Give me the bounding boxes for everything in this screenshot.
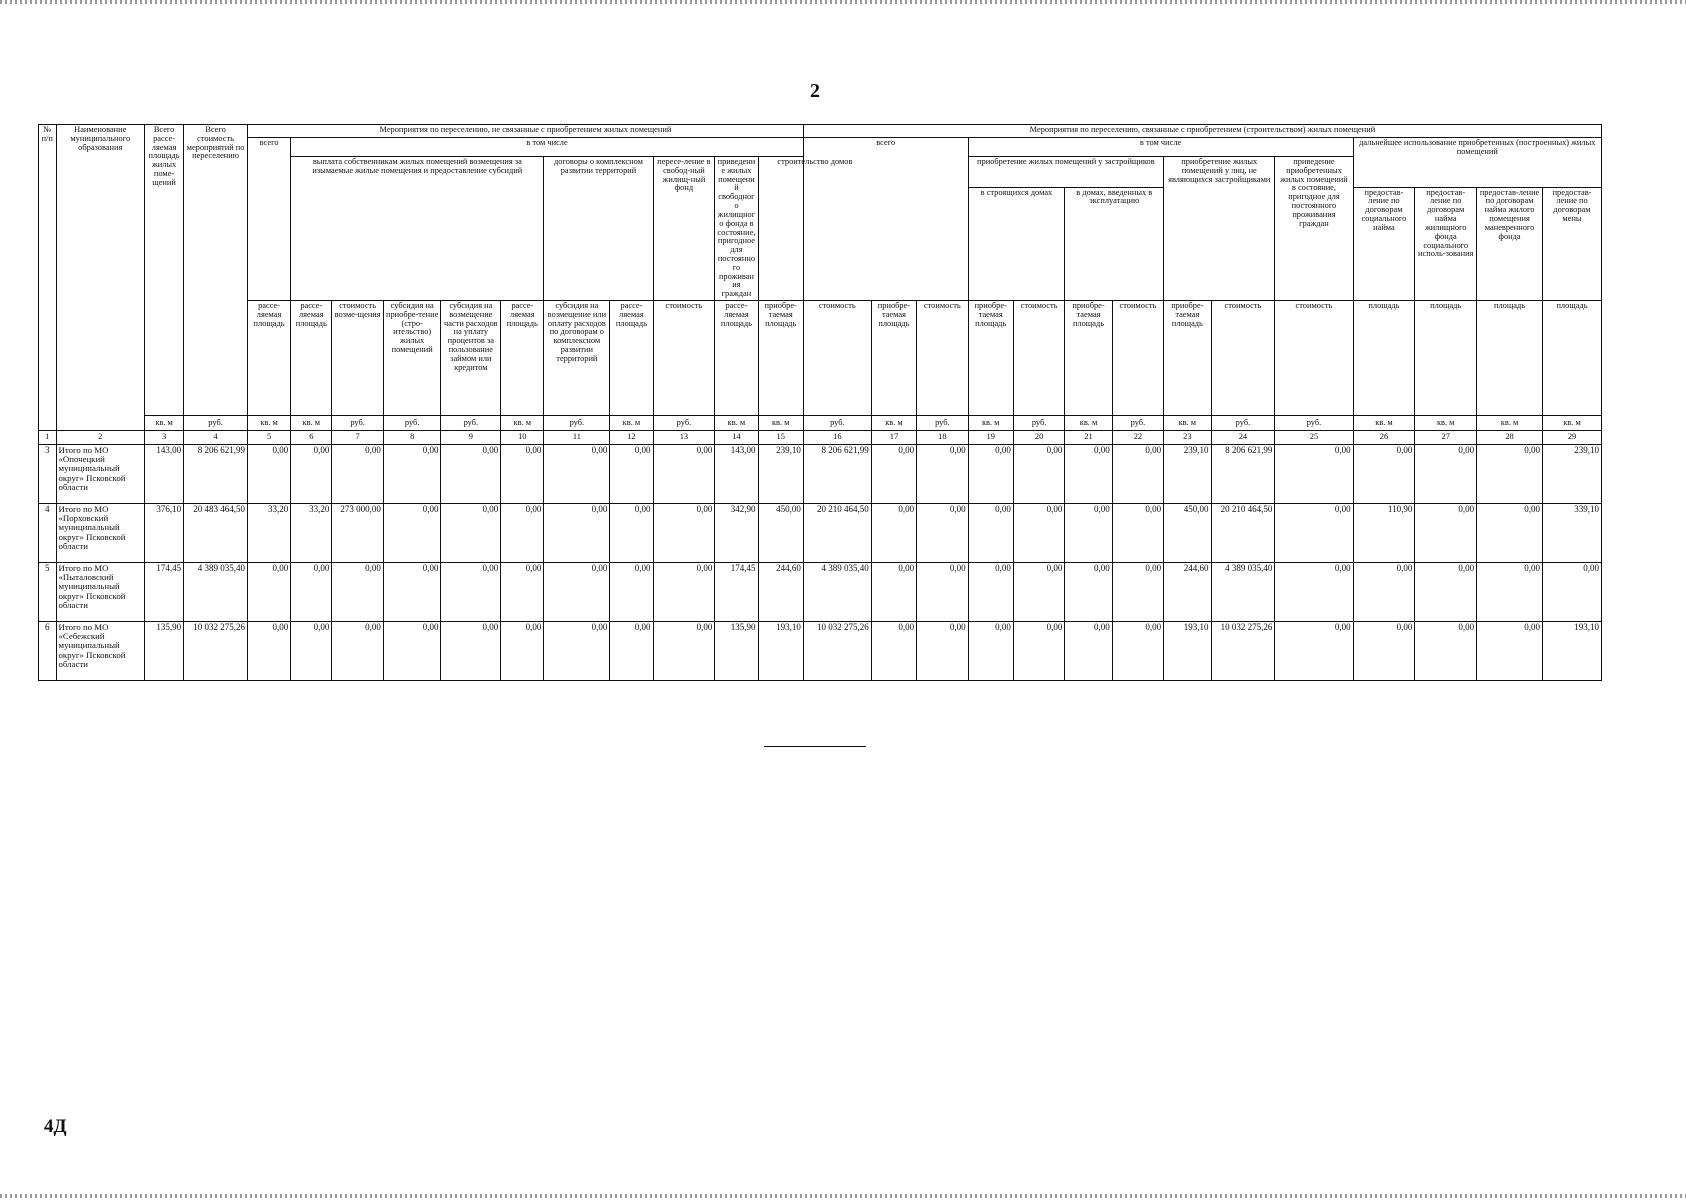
- table-cell: 8 206 621,99: [184, 445, 248, 504]
- scan-bottom-edge: [0, 1194, 1686, 1198]
- hdr-b-buy-nondev: приобретение жилых помещений у лиц, не являющихся застройщиками: [1164, 157, 1275, 301]
- page-number: 2: [810, 80, 820, 102]
- unit-cell: кв. м: [1065, 416, 1112, 431]
- hdr-c17: приобре-таемая площадь: [871, 301, 916, 416]
- table-cell: 0,00: [1275, 622, 1353, 681]
- table-cell: 0,00: [1013, 563, 1064, 622]
- table-cell: 450,00: [1164, 504, 1211, 563]
- table-cell: 0,00: [968, 445, 1013, 504]
- unit-cell: руб.: [917, 416, 968, 431]
- table-cell: 193,10: [1543, 622, 1602, 681]
- table-cell: 10 032 275,26: [803, 622, 871, 681]
- hdr-group-a: Мероприятия по переселению, не связанные с приобретением жилых помещений: [247, 125, 803, 138]
- colnum-cell: 5: [247, 431, 290, 445]
- table-cell: 0,00: [291, 445, 332, 504]
- unit-cell: руб.: [1275, 416, 1353, 431]
- table-cell: 0,00: [291, 622, 332, 681]
- table-cell: 174,45: [715, 563, 758, 622]
- table-row: [39, 445, 1602, 504]
- unit-cell: руб.: [383, 416, 441, 431]
- table-cell: 4 389 035,40: [184, 563, 248, 622]
- table-cell: 0,00: [1065, 622, 1112, 681]
- table-cell: 0,00: [1415, 504, 1477, 563]
- table-cell: 0,00: [610, 445, 653, 504]
- hdr-a-pay: выплата собственникам жилых помещений возмещения за изымаемые жилые помещения и предоставление субсидий: [291, 157, 544, 301]
- table-cell: 174,45: [145, 563, 184, 622]
- table-cell: 0,00: [332, 622, 383, 681]
- unit-cell: кв. м: [610, 416, 653, 431]
- hdr-c23: приобре-таемая площадь: [1164, 301, 1211, 416]
- colnum-cell: 12: [610, 431, 653, 445]
- colnum-cell: 3: [145, 431, 184, 445]
- table-cell: 135,90: [145, 622, 184, 681]
- unit-cell: кв. м: [501, 416, 544, 431]
- table-cell: 0,00: [247, 563, 290, 622]
- table-cell: 0,00: [544, 622, 610, 681]
- table-cell: 0,00: [383, 563, 441, 622]
- unit-cell: кв. м: [1415, 416, 1477, 431]
- hdr-c12: рассе-ляемая площадь: [610, 301, 653, 416]
- unit-cell: руб.: [653, 416, 715, 431]
- colnum-cell: 13: [653, 431, 715, 445]
- table-cell: 0,00: [871, 563, 916, 622]
- table-cell: 0,00: [1415, 622, 1477, 681]
- hdr-b-mena: предостав-ление по договорам мены: [1543, 187, 1602, 300]
- hdr-b-next: дальнейшее использование приобретенных (построенных) жилых помещений: [1353, 138, 1601, 188]
- table-cell: 239,10: [1164, 445, 1211, 504]
- table-cell: 0,00: [1415, 563, 1477, 622]
- table-cell: 8 206 621,99: [1211, 445, 1275, 504]
- hdr-b-buy-dev: приобретение жилых помещений у застройщиков: [968, 157, 1164, 188]
- colnum-cell: 7: [332, 431, 383, 445]
- hdr-c15: приобре-таемая площадь: [758, 301, 803, 416]
- hdr-c18: стоимость: [917, 301, 968, 416]
- table-cell: 193,10: [1164, 622, 1211, 681]
- table-cell: 10 032 275,26: [184, 622, 248, 681]
- table-cell: 8 206 621,99: [803, 445, 871, 504]
- table-cell: 5: [39, 563, 57, 622]
- table-cell: 0,00: [917, 622, 968, 681]
- table-cell: 0,00: [917, 445, 968, 504]
- table-cell: 143,00: [715, 445, 758, 504]
- table-cell: 20 483 464,50: [184, 504, 248, 563]
- table-cell: 239,10: [1543, 445, 1602, 504]
- table-cell: 0,00: [501, 445, 544, 504]
- table-cell: 0,00: [383, 445, 441, 504]
- table-cell: 244,60: [1164, 563, 1211, 622]
- table-cell: 273 000,00: [332, 504, 383, 563]
- table-cell: 0,00: [441, 563, 501, 622]
- unit-cell: руб.: [1211, 416, 1275, 431]
- hdr-a-all: всего: [247, 138, 290, 301]
- hdr-c16: стоимость: [803, 301, 871, 416]
- table-cell: 0,00: [441, 445, 501, 504]
- hdr-c5: рассе-ляемая площадь: [247, 301, 290, 416]
- table-cell: 0,00: [871, 445, 916, 504]
- hdr-b-manevr: предостав-ление по договорам найма жилого помещения маневренного фонда: [1477, 187, 1543, 300]
- hdr-c11: субсидия на возмещение или оплату расходов по договорам о комплексном развитии территорий: [544, 301, 610, 416]
- table-cell: 0,00: [653, 563, 715, 622]
- table-cell: 0,00: [1112, 563, 1163, 622]
- table-cell: 0,00: [610, 504, 653, 563]
- table-cell: 0,00: [968, 563, 1013, 622]
- hdr-area-total: Всего рассе-ляемая площадь жилых поме-щений: [145, 125, 184, 416]
- table-cell: 0,00: [871, 622, 916, 681]
- colnum-cell: 23: [1164, 431, 1211, 445]
- table-cell: 0,00: [1477, 563, 1543, 622]
- hdr-c26: площадь: [1353, 301, 1415, 416]
- table-cell: 4 389 035,40: [803, 563, 871, 622]
- colnum-cell: 21: [1065, 431, 1112, 445]
- unit-cell: кв. м: [1164, 416, 1211, 431]
- table-cell: 0,00: [1112, 622, 1163, 681]
- table-cell: Итого по МО «Себежский муниципальный округ» Псковской области: [56, 622, 145, 681]
- table-cell: Итого по МО «Пыталовский муниципальный округ» Псковской области: [56, 563, 145, 622]
- table-cell: 0,00: [1353, 622, 1415, 681]
- hdr-c9: субсидия на возмещение части расходов на уплату процентов за пользование займом или кредитом: [441, 301, 501, 416]
- colnum-cell: 25: [1275, 431, 1353, 445]
- table-cell: 0,00: [1065, 563, 1112, 622]
- hdr-c13: стоимость: [653, 301, 715, 416]
- colnum-cell: 1: [39, 431, 57, 445]
- hdr-b-all: всего: [803, 138, 968, 301]
- unit-cell: руб.: [544, 416, 610, 431]
- table-cell: 0,00: [917, 504, 968, 563]
- hdr-b-inbuild: в строящихся домах: [968, 187, 1065, 300]
- separator-line: [764, 746, 866, 747]
- table-cell: 0,00: [291, 563, 332, 622]
- colnum-cell: 22: [1112, 431, 1163, 445]
- hdr-a-incl: в том числе: [291, 138, 804, 157]
- colnum-cell: 18: [917, 431, 968, 445]
- colnum-cell: 29: [1543, 431, 1602, 445]
- hdr-c19: приобре-таемая площадь: [968, 301, 1013, 416]
- colnum-cell: 8: [383, 431, 441, 445]
- table-cell: 0,00: [1013, 504, 1064, 563]
- colnum-cell: 27: [1415, 431, 1477, 445]
- hdr-c21: приобре-таемая площадь: [1065, 301, 1112, 416]
- table-cell: 0,00: [653, 504, 715, 563]
- colnum-cell: 20: [1013, 431, 1064, 445]
- table-cell: 0,00: [1353, 445, 1415, 504]
- hdr-b-build: строительство домов: [758, 157, 871, 301]
- table-cell: 0,00: [1477, 504, 1543, 563]
- table-cell: 0,00: [917, 563, 968, 622]
- table-cell: 0,00: [1543, 563, 1602, 622]
- hdr-group-b: Мероприятия по переселению, связанные с приобретением (строительством) жилых помещений: [803, 125, 1601, 138]
- resettlement-table-container: [38, 124, 1602, 681]
- colnum-cell: 17: [871, 431, 916, 445]
- unit-cell: руб.: [1112, 416, 1163, 431]
- table-cell: 33,20: [247, 504, 290, 563]
- table-cell: 0,00: [871, 504, 916, 563]
- table-cell: 0,00: [247, 622, 290, 681]
- hdr-name: Наименование муниципального образования: [56, 125, 145, 431]
- table-row: [39, 504, 1602, 563]
- hdr-c24: стоимость: [1211, 301, 1275, 416]
- table-cell: 0,00: [544, 445, 610, 504]
- unit-cell: руб.: [332, 416, 383, 431]
- hdr-c8: субсидия на приобре-тение (стро-ительство) жилых помещений: [383, 301, 441, 416]
- hdr-b-social: предостав-ление по договорам социального найма: [1353, 187, 1415, 300]
- hdr-c20: стоимость: [1013, 301, 1064, 416]
- hdr-c29: площадь: [1543, 301, 1602, 416]
- unit-cell: кв. м: [871, 416, 916, 431]
- colnum-cell: 28: [1477, 431, 1543, 445]
- unit-cell: кв. м: [968, 416, 1013, 431]
- unit-cell: кв. м: [145, 416, 184, 431]
- table-cell: 0,00: [1275, 445, 1353, 504]
- table-cell: 4: [39, 504, 57, 563]
- table-cell: 0,00: [1112, 445, 1163, 504]
- colnum-cell: 24: [1211, 431, 1275, 445]
- table-cell: 193,10: [758, 622, 803, 681]
- table-cell: 0,00: [1275, 563, 1353, 622]
- table-cell: 0,00: [610, 563, 653, 622]
- table-cell: 376,10: [145, 504, 184, 563]
- table-cell: Итого по МО «Опочецкий муниципальный округ» Псковской области: [56, 445, 145, 504]
- table-cell: 0,00: [1477, 622, 1543, 681]
- table-row: [39, 622, 1602, 681]
- table-cell: 0,00: [501, 504, 544, 563]
- table-cell: 0,00: [653, 445, 715, 504]
- unit-cell: руб.: [803, 416, 871, 431]
- table-cell: 6: [39, 622, 57, 681]
- table-cell: 0,00: [501, 622, 544, 681]
- unit-cell: кв. м: [1477, 416, 1543, 431]
- scan-top-edge: [0, 0, 1686, 4]
- table-cell: 0,00: [1353, 563, 1415, 622]
- colnum-cell: 16: [803, 431, 871, 445]
- table-cell: 110,90: [1353, 504, 1415, 563]
- colnum-cell: 14: [715, 431, 758, 445]
- colnum-cell: 10: [501, 431, 544, 445]
- hdr-c7: стоимость возме-щения: [332, 301, 383, 416]
- hdr-c14: рассе-ляемая площадь: [715, 301, 758, 416]
- hdr-b-incl: в том числе: [968, 138, 1353, 157]
- table-cell: 0,00: [1275, 504, 1353, 563]
- colnum-cell: 11: [544, 431, 610, 445]
- document-stamp: 4Д: [44, 1116, 67, 1137]
- table-cell: 0,00: [1112, 504, 1163, 563]
- table-cell: 4 389 035,40: [1211, 563, 1275, 622]
- unit-cell: кв. м: [758, 416, 803, 431]
- table-cell: 450,00: [758, 504, 803, 563]
- colnum-cell: 2: [56, 431, 145, 445]
- colnum-cell: 15: [758, 431, 803, 445]
- table-cell: 3: [39, 445, 57, 504]
- unit-cell: кв. м: [1543, 416, 1602, 431]
- colnum-cell: 4: [184, 431, 248, 445]
- hdr-c28: площадь: [1477, 301, 1543, 416]
- hdr-c27: площадь: [1415, 301, 1477, 416]
- table-cell: 0,00: [544, 563, 610, 622]
- table-cell: 0,00: [383, 622, 441, 681]
- table-cell: 0,00: [247, 445, 290, 504]
- table-cell: 0,00: [383, 504, 441, 563]
- table-cell: 0,00: [544, 504, 610, 563]
- table-cell: 339,10: [1543, 504, 1602, 563]
- table-cell: 0,00: [968, 622, 1013, 681]
- hdr-a-contract: договоры о комплексном развитии территорий: [544, 157, 653, 301]
- table-cell: 0,00: [1013, 445, 1064, 504]
- hdr-c6: рассе-ляемая площадь: [291, 301, 332, 416]
- unit-cell: кв. м: [247, 416, 290, 431]
- table-cell: 0,00: [968, 504, 1013, 563]
- table-cell: 0,00: [1065, 504, 1112, 563]
- table-cell: 0,00: [610, 622, 653, 681]
- hdr-b-social-fund: предостав-ление по договорам найма жилищного фонда социального исполь-зования: [1415, 187, 1477, 300]
- table-cell: 0,00: [501, 563, 544, 622]
- hdr-a-free: пересе-ление в свобод-ный жилищ-ный фонд: [653, 157, 715, 301]
- table-row: [39, 563, 1602, 622]
- table-body: [39, 445, 1602, 681]
- hdr-a-bring: приведение жилых помещений свободного жилищного фонда в состояние, пригодное для постоянного проживания граждан: [715, 157, 758, 301]
- hdr-c22: стоимость: [1112, 301, 1163, 416]
- hdr-b-inuse: в домах, введенных в эксплуатацию: [1065, 187, 1164, 300]
- table-cell: 0,00: [653, 622, 715, 681]
- table-cell: 33,20: [291, 504, 332, 563]
- colnum-cell: 19: [968, 431, 1013, 445]
- unit-cell: кв. м: [291, 416, 332, 431]
- resettlement-table: [38, 124, 1602, 681]
- table-cell: 0,00: [441, 622, 501, 681]
- unit-cell: кв. м: [1353, 416, 1415, 431]
- hdr-b-bring: приведение приобретенных жилых помещений в состояние, пригодное для постоянного проживания граждан: [1275, 157, 1353, 301]
- unit-cell: руб.: [184, 416, 248, 431]
- table-cell: Итого по МО «Порховский муниципальный округ» Псковской области: [56, 504, 145, 563]
- table-cell: 20 210 464,50: [803, 504, 871, 563]
- table-cell: 0,00: [332, 563, 383, 622]
- table-cell: 0,00: [1415, 445, 1477, 504]
- unit-cell: руб.: [441, 416, 501, 431]
- colnum-cell: 9: [441, 431, 501, 445]
- table-cell: 143,00: [145, 445, 184, 504]
- hdr-no: № п/п: [39, 125, 57, 431]
- table-cell: 10 032 275,26: [1211, 622, 1275, 681]
- table-cell: 0,00: [1477, 445, 1543, 504]
- unit-cell: кв. м: [715, 416, 758, 431]
- colnum-cell: 26: [1353, 431, 1415, 445]
- colnum-cell: 6: [291, 431, 332, 445]
- table-cell: 0,00: [332, 445, 383, 504]
- table-cell: 244,60: [758, 563, 803, 622]
- table-cell: 0,00: [1013, 622, 1064, 681]
- hdr-cost-total: Всего стоимость мероприятий по переселению: [184, 125, 248, 416]
- table-cell: 342,90: [715, 504, 758, 563]
- table-cell: 135,90: [715, 622, 758, 681]
- hdr-c25: стоимость: [1275, 301, 1353, 416]
- table-cell: 0,00: [1065, 445, 1112, 504]
- hdr-c10: рассе-ляемая площадь: [501, 301, 544, 416]
- table-cell: 239,10: [758, 445, 803, 504]
- table-cell: 0,00: [441, 504, 501, 563]
- table-cell: 20 210 464,50: [1211, 504, 1275, 563]
- unit-cell: руб.: [1013, 416, 1064, 431]
